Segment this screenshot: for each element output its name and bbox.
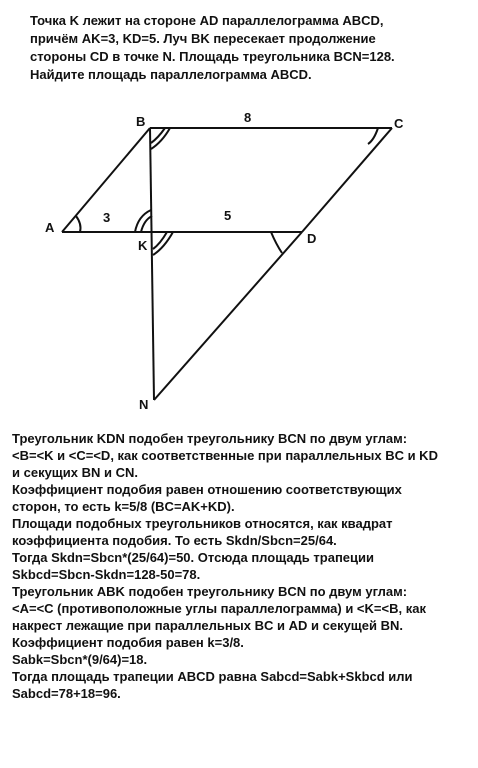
length-kd: 5 xyxy=(224,208,232,223)
ray-bn xyxy=(150,128,154,400)
solution-line-16: Sabcd=78+18=96. xyxy=(12,686,121,701)
problem-line-4: Найдите площадь параллелограмма ABCD. xyxy=(30,67,312,82)
angle-k2-mark-1 xyxy=(153,232,167,249)
problem-line-1: Точка K лежит на стороне AD параллелограмма ABCD, xyxy=(30,13,384,28)
angle-c-arc xyxy=(368,128,378,144)
length-ak: 3 xyxy=(103,210,111,225)
solution-line-2: <B=<K и <C=<D, как соответственные при параллельных BC и KD xyxy=(12,448,438,463)
angle-a-arc xyxy=(76,216,81,232)
solution-line-1: Треугольник KDN подобен треугольнику BCN по двум углам: xyxy=(12,431,408,446)
solution-line-15: Тогда площадь трапеции ABCD равна Sabcd=Sabk+Skbcd или xyxy=(12,669,413,684)
solution-line-11: <A=<C (противоположные углы параллелограмма) и <K=<B, как xyxy=(12,601,426,616)
label-k: K xyxy=(138,238,148,253)
label-d: D xyxy=(307,231,317,246)
angle-b-mark-2 xyxy=(151,128,170,149)
label-b: B xyxy=(136,114,146,129)
length-bc: 8 xyxy=(244,110,252,125)
solution-text xyxy=(12,430,474,702)
solution-line-7: коэффициента подобия. То есть Skdn/Sbcn=25/64. xyxy=(12,533,337,548)
solution-line-13: Коэффициент подобия равен k=3/8. xyxy=(12,635,244,650)
angle-b-mark-1 xyxy=(151,128,165,143)
solution-line-6: Площади подобных треугольников относятся, как квадрат xyxy=(12,516,393,531)
solution-line-12: накрест лежащие при параллельных BC и AD и секущей BN. xyxy=(12,618,403,633)
solution-line-8: Тогда Skdn=Sbcn*(25/64)=50. Отсюда площадь трапеции xyxy=(12,550,375,565)
label-a: A xyxy=(45,220,55,235)
solution-line-10: Треугольник ABK подобен треугольнику BCN по двум углам: xyxy=(12,584,408,599)
side-cd xyxy=(302,128,392,232)
problem-line-2: причём AK=3, KD=5. Луч BK пересекает продолжение xyxy=(30,31,376,46)
angle-k2-mark-2 xyxy=(153,232,173,255)
solution-line-9: Skbcd=Sbcn-Skdn=128-50=78. xyxy=(12,567,201,582)
label-c: C xyxy=(394,116,404,131)
problem-line-3: стороны CD в точке N. Площадь треугольника BCN=128. xyxy=(30,49,395,64)
solution-line-3: и секущих BN и CN. xyxy=(12,465,138,480)
solution-line-4: Коэффициент подобия равен отношению соответствующих xyxy=(12,482,402,497)
angle-d-arc xyxy=(271,232,282,253)
solution-line-14: Sabk=Sbcn*(9/64)=18. xyxy=(12,652,148,667)
solution-line-5: сторон, то есть k=5/8 (BC=AK+KD). xyxy=(12,499,235,514)
label-n: N xyxy=(139,397,149,412)
extension-dn xyxy=(154,232,302,400)
